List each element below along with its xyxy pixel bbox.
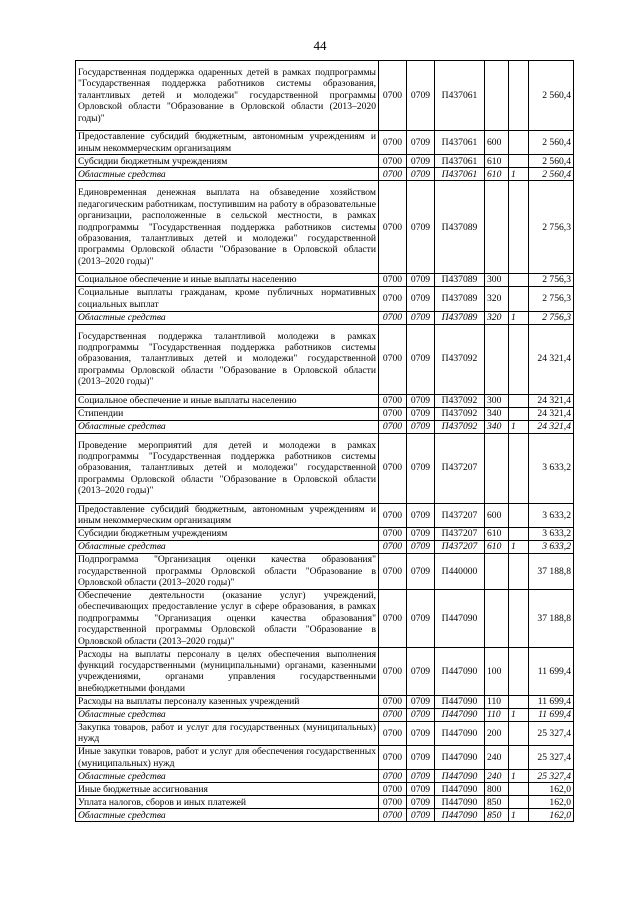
row-name-cell: Стипендии [76, 407, 379, 420]
funding-source-cell [509, 61, 529, 131]
expense-type-cell: 200 [485, 721, 509, 745]
subsection-code-cell: 0709 [407, 721, 435, 745]
subsection-code-cell: 0709 [407, 155, 435, 168]
funding-source-cell [509, 503, 529, 527]
funding-source-cell: 1 [509, 708, 529, 721]
funding-source-cell: 1 [509, 770, 529, 783]
row-name-cell: Государственная поддержка одаренных детей в рамках подпрограммы "Государственная поддержка работников системы образования, талантливых детей и молодежи" государственной программы Орловской области "Образование в Орловской области (2013–2020 годы)" [76, 61, 379, 131]
table-row [76, 770, 574, 783]
target-article-cell: П447090 [435, 783, 485, 796]
table-row [76, 809, 574, 822]
amount-cell: 24 321,4 [529, 324, 574, 394]
row-name-cell: Областные средства [76, 770, 379, 783]
subsection-code-cell: 0709 [407, 287, 435, 311]
subsection-code-cell: 0709 [407, 274, 435, 287]
row-name-cell: Предоставление субсидий бюджетным, автономным учреждениям и иным некоммерческим организациям [76, 503, 379, 527]
row-name-cell: Уплата налогов, сборов и иных платежей [76, 796, 379, 809]
table-row [76, 540, 574, 553]
expense-type-cell: 850 [485, 809, 509, 822]
target-article-cell: П437092 [435, 324, 485, 394]
funding-source-cell [509, 527, 529, 540]
table-row [76, 394, 574, 407]
target-article-cell: П447090 [435, 648, 485, 695]
expense-type-cell: 300 [485, 274, 509, 287]
target-article-cell: П437207 [435, 540, 485, 553]
target-article-cell: П440000 [435, 553, 485, 589]
table-row [76, 181, 574, 274]
table-row [76, 61, 574, 131]
table-row [76, 274, 574, 287]
funding-source-cell [509, 589, 529, 648]
subsection-code-cell: 0709 [407, 311, 435, 324]
row-name-cell: Иные бюджетные ассигнования [76, 783, 379, 796]
row-name-cell: Областные средства [76, 708, 379, 721]
subsection-code-cell: 0709 [407, 131, 435, 155]
section-code-cell: 0700 [379, 527, 407, 540]
target-article-cell: П447090 [435, 695, 485, 708]
table-row [76, 287, 574, 311]
expense-type-cell: 300 [485, 394, 509, 407]
funding-source-cell: 1 [509, 168, 529, 181]
amount-cell: 162,0 [529, 809, 574, 822]
funding-source-cell [509, 394, 529, 407]
amount-cell: 162,0 [529, 796, 574, 809]
target-article-cell: П447090 [435, 708, 485, 721]
section-code-cell: 0700 [379, 540, 407, 553]
row-name-cell: Иные закупки товаров, работ и услуг для обеспечения государственных (муниципальных) нужд [76, 745, 379, 769]
amount-cell: 11 699,4 [529, 648, 574, 695]
target-article-cell: П447090 [435, 589, 485, 648]
subsection-code-cell: 0709 [407, 809, 435, 822]
funding-source-cell [509, 721, 529, 745]
subsection-code-cell: 0709 [407, 540, 435, 553]
section-code-cell: 0700 [379, 394, 407, 407]
funding-source-cell [509, 155, 529, 168]
section-code-cell: 0700 [379, 287, 407, 311]
funding-source-cell: 1 [509, 420, 529, 433]
section-code-cell: 0700 [379, 168, 407, 181]
subsection-code-cell: 0709 [407, 527, 435, 540]
section-code-cell: 0700 [379, 433, 407, 503]
row-name-cell: Единовременная денежная выплата на обзаведение хозяйством педагогическим работникам, поступившим на работу в образовательные организации, расположенные в сельской местности, в рамках подпрограммы "Государственная поддержка работников системы образования, талантливых детей и молодежи" государственной программы Орловской области "Образование в Орловской области (2013–2020 годы)" [76, 181, 379, 274]
target-article-cell: П437207 [435, 527, 485, 540]
amount-cell: 3 633,2 [529, 527, 574, 540]
funding-source-cell: 1 [509, 311, 529, 324]
section-code-cell: 0700 [379, 61, 407, 131]
expense-type-cell [485, 433, 509, 503]
funding-source-cell [509, 783, 529, 796]
target-article-cell: П437089 [435, 274, 485, 287]
expense-type-cell: 240 [485, 770, 509, 783]
funding-source-cell [509, 433, 529, 503]
row-name-cell: Областные средства [76, 311, 379, 324]
funding-source-cell [509, 745, 529, 769]
page-number: 44 [313, 38, 327, 53]
table-row [76, 131, 574, 155]
section-code-cell: 0700 [379, 155, 407, 168]
funding-source-cell: 1 [509, 540, 529, 553]
table-row [76, 708, 574, 721]
row-name-cell: Закупка товаров, работ и услуг для государственных (муниципальных) нужд [76, 721, 379, 745]
target-article-cell: П437061 [435, 168, 485, 181]
row-name-cell: Обеспечение деятельности (оказание услуг) учреждений, обеспечивающих предоставление услуг в сфере образования, в рамках подпрограммы "Организация оценки качества образования" государственной программы Орловской области "Образование в Орловской области (2013–2020 годы)" [76, 589, 379, 648]
budget-table-body [76, 61, 574, 822]
subsection-code-cell: 0709 [407, 503, 435, 527]
funding-source-cell [509, 695, 529, 708]
subsection-code-cell: 0709 [407, 553, 435, 589]
section-code-cell: 0700 [379, 407, 407, 420]
expense-type-cell: 340 [485, 407, 509, 420]
section-code-cell: 0700 [379, 721, 407, 745]
table-row [76, 721, 574, 745]
amount-cell: 24 321,4 [529, 394, 574, 407]
row-name-cell: Областные средства [76, 809, 379, 822]
section-code-cell: 0700 [379, 648, 407, 695]
target-article-cell: П447090 [435, 809, 485, 822]
row-name-cell: Субсидии бюджетным учреждениям [76, 155, 379, 168]
table-row [76, 155, 574, 168]
target-article-cell: П437089 [435, 311, 485, 324]
table-row [76, 589, 574, 648]
target-article-cell: П437061 [435, 61, 485, 131]
funding-source-cell [509, 131, 529, 155]
section-code-cell: 0700 [379, 503, 407, 527]
expense-type-cell [485, 324, 509, 394]
target-article-cell: П437092 [435, 420, 485, 433]
funding-source-cell [509, 324, 529, 394]
funding-source-cell [509, 274, 529, 287]
amount-cell: 37 188,8 [529, 553, 574, 589]
amount-cell: 2 756,3 [529, 274, 574, 287]
expense-type-cell [485, 61, 509, 131]
section-code-cell: 0700 [379, 783, 407, 796]
expense-type-cell: 240 [485, 745, 509, 769]
table-row [76, 695, 574, 708]
subsection-code-cell: 0709 [407, 324, 435, 394]
funding-source-cell: 1 [509, 809, 529, 822]
amount-cell: 25 327,4 [529, 721, 574, 745]
amount-cell: 2 560,4 [529, 131, 574, 155]
funding-source-cell [509, 181, 529, 274]
expense-type-cell: 610 [485, 155, 509, 168]
expense-type-cell: 610 [485, 540, 509, 553]
table-row [76, 420, 574, 433]
expense-type-cell: 320 [485, 287, 509, 311]
funding-source-cell [509, 648, 529, 695]
section-code-cell: 0700 [379, 131, 407, 155]
target-article-cell: П437207 [435, 433, 485, 503]
row-name-cell: Подпрограмма "Организация оценки качества образования" государственной программы Орловской области "Образование в Орловской области (2013–2020 годы)" [76, 553, 379, 589]
amount-cell: 2 560,4 [529, 61, 574, 131]
target-article-cell: П437089 [435, 287, 485, 311]
row-name-cell: Областные средства [76, 420, 379, 433]
funding-source-cell [509, 553, 529, 589]
table-row [76, 745, 574, 769]
expense-type-cell: 100 [485, 648, 509, 695]
amount-cell: 24 321,4 [529, 420, 574, 433]
table-row [76, 433, 574, 503]
section-code-cell: 0700 [379, 311, 407, 324]
row-name-cell: Социальное обеспечение и иные выплаты населению [76, 274, 379, 287]
section-code-cell: 0700 [379, 770, 407, 783]
expense-type-cell [485, 181, 509, 274]
row-name-cell: Социальное обеспечение и иные выплаты населению [76, 394, 379, 407]
subsection-code-cell: 0709 [407, 61, 435, 131]
target-article-cell: П437061 [435, 155, 485, 168]
row-name-cell: Предоставление субсидий бюджетным, автономным учреждениям и иным некоммерческим организациям [76, 131, 379, 155]
row-name-cell: Социальные выплаты гражданам, кроме публичных нормативных социальных выплат [76, 287, 379, 311]
row-name-cell: Государственная поддержка талантливой молодежи в рамках подпрограммы "Государственная поддержка работников системы образования, талантливых детей и молодежи" государственной программы Орловской области "Образование в Орловской области (2013–2020 годы)" [76, 324, 379, 394]
subsection-code-cell: 0709 [407, 708, 435, 721]
amount-cell: 2 560,4 [529, 155, 574, 168]
amount-cell: 37 188,8 [529, 589, 574, 648]
subsection-code-cell: 0709 [407, 745, 435, 769]
row-name-cell: Областные средства [76, 540, 379, 553]
table-row [76, 796, 574, 809]
amount-cell: 2 756,3 [529, 287, 574, 311]
amount-cell: 2 756,3 [529, 181, 574, 274]
expense-type-cell: 800 [485, 783, 509, 796]
target-article-cell: П447090 [435, 721, 485, 745]
expense-type-cell: 610 [485, 527, 509, 540]
amount-cell: 3 633,2 [529, 433, 574, 503]
section-code-cell: 0700 [379, 553, 407, 589]
section-code-cell: 0700 [379, 181, 407, 274]
row-name-cell: Проведение мероприятий для детей и молодежи в рамках подпрограммы "Государственная поддержка работников системы образования, талантливых детей и молодежи" государственной программы Орловской области "Образование в Орловской области (2013–2020 годы)" [76, 433, 379, 503]
amount-cell: 2 560,4 [529, 168, 574, 181]
amount-cell: 11 699,4 [529, 708, 574, 721]
expense-type-cell: 600 [485, 503, 509, 527]
target-article-cell: П437089 [435, 181, 485, 274]
subsection-code-cell: 0709 [407, 420, 435, 433]
target-article-cell: П447090 [435, 770, 485, 783]
amount-cell: 3 633,2 [529, 540, 574, 553]
row-name-cell: Расходы на выплаты персоналу в целях обеспечения выполнения функций государственными (муниципальными) органами, казенными учреждениями, органами управления государственными внебюджетными фондами [76, 648, 379, 695]
expense-type-cell: 110 [485, 695, 509, 708]
subsection-code-cell: 0709 [407, 783, 435, 796]
expense-type-cell: 320 [485, 311, 509, 324]
expense-type-cell: 850 [485, 796, 509, 809]
target-article-cell: П437092 [435, 407, 485, 420]
expense-type-cell: 600 [485, 131, 509, 155]
row-name-cell: Расходы на выплаты персоналу казенных учреждений [76, 695, 379, 708]
amount-cell: 3 633,2 [529, 503, 574, 527]
section-code-cell: 0700 [379, 695, 407, 708]
amount-cell: 162,0 [529, 783, 574, 796]
amount-cell: 25 327,4 [529, 745, 574, 769]
subsection-code-cell: 0709 [407, 648, 435, 695]
section-code-cell: 0700 [379, 796, 407, 809]
expense-type-cell: 610 [485, 168, 509, 181]
subsection-code-cell: 0709 [407, 394, 435, 407]
row-name-cell: Субсидии бюджетным учреждениям [76, 527, 379, 540]
subsection-code-cell: 0709 [407, 770, 435, 783]
section-code-cell: 0700 [379, 324, 407, 394]
amount-cell: 25 327,4 [529, 770, 574, 783]
target-article-cell: П437092 [435, 394, 485, 407]
subsection-code-cell: 0709 [407, 695, 435, 708]
amount-cell: 24 321,4 [529, 407, 574, 420]
table-row [76, 324, 574, 394]
subsection-code-cell: 0709 [407, 589, 435, 648]
table-row [76, 311, 574, 324]
target-article-cell: П437207 [435, 503, 485, 527]
target-article-cell: П447090 [435, 745, 485, 769]
table-row [76, 648, 574, 695]
section-code-cell: 0700 [379, 809, 407, 822]
expense-type-cell [485, 589, 509, 648]
subsection-code-cell: 0709 [407, 433, 435, 503]
section-code-cell: 0700 [379, 274, 407, 287]
subsection-code-cell: 0709 [407, 796, 435, 809]
subsection-code-cell: 0709 [407, 168, 435, 181]
row-name-cell: Областные средства [76, 168, 379, 181]
expense-type-cell: 110 [485, 708, 509, 721]
expense-type-cell: 340 [485, 420, 509, 433]
expense-type-cell [485, 553, 509, 589]
table-row [76, 783, 574, 796]
target-article-cell: П447090 [435, 796, 485, 809]
section-code-cell: 0700 [379, 420, 407, 433]
table-row [76, 407, 574, 420]
table-row [76, 503, 574, 527]
section-code-cell: 0700 [379, 745, 407, 769]
subsection-code-cell: 0709 [407, 181, 435, 274]
budget-table [75, 60, 574, 822]
target-article-cell: П437061 [435, 131, 485, 155]
section-code-cell: 0700 [379, 708, 407, 721]
table-row [76, 553, 574, 589]
funding-source-cell [509, 796, 529, 809]
table-row [76, 168, 574, 181]
subsection-code-cell: 0709 [407, 407, 435, 420]
section-code-cell: 0700 [379, 589, 407, 648]
amount-cell: 2 756,3 [529, 311, 574, 324]
funding-source-cell [509, 287, 529, 311]
amount-cell: 11 699,4 [529, 695, 574, 708]
funding-source-cell [509, 407, 529, 420]
table-row [76, 527, 574, 540]
